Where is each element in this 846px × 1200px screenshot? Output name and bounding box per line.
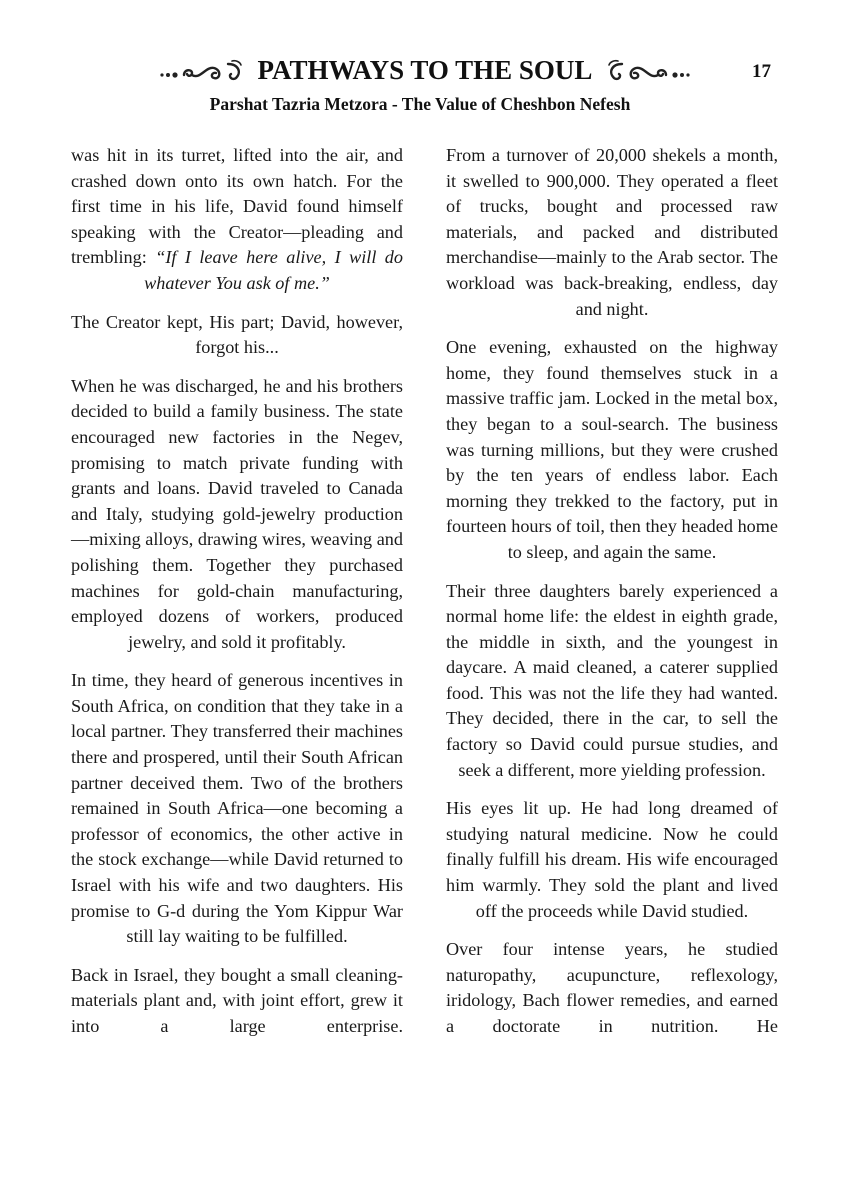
- paragraph: In time, they heard of generous incentives in South Africa, on condition that they take in a local partner. They transferred their machines there and prospered, until their South African partner deceived them. Two of the brothers remained in South Africa—one becoming a professor of economics, the other active in the stock exchange—while David returned to Israel with his wife and two daughters. His promise to G-d during the Yom Kippur War still lay waiting to be fulfilled.: [71, 670, 403, 947]
- running-title: [130, 52, 720, 88]
- page-number: 17: [752, 61, 771, 82]
- chapter-subtitle-text: Parshat Tazria Metzora - The Value of Cheshbon Nefesh: [209, 94, 631, 114]
- left-text-column: [71, 143, 403, 1053]
- paragraph: His eyes lit up. He had long dreamed of studying natural medicine. Now he could finally fulfill his dream. His wife encouraged him warmly. They sold the plant and lived off the proceeds while David studied.: [446, 798, 778, 921]
- paragraph: Back in Israel, they bought a small cleaning-materials plant and, with joint effort, grew it into a large enterprise.: [71, 964, 403, 1036]
- page-header: [0, 52, 846, 92]
- paragraph: [71, 143, 403, 297]
- paragraph: From a turnover of 20,000 shekels a month, it swelled to 900,000. They operated a fleet of trucks, bought and processed raw materials, and packed and distributed merchandise—mainly to the Arab sector. The workload was back-breaking, endless, day and night.: [446, 145, 778, 319]
- italic-quote: “If I leave here alive, I will do whatever You ask of me.”: [144, 247, 403, 293]
- chapter-subtitle: [0, 94, 846, 115]
- paragraph-text: was hit in its turret, lifted into the air, and crashed down onto its own hatch. For the first time in his life, David found himself speaking with the Creator—pleading and trembling:: [71, 145, 403, 268]
- paragraph: Their three daughters barely experienced a normal home life: the eldest in eighth grade, the middle in sixth, and the youngest in daycare. A maid cleaned, a caterer supplied food. This was not the life they had wanted. They decided, there in the car, to sell the factory so David could pursue studies, and seek a different, more yielding profession.: [446, 580, 778, 780]
- right-text-column: [446, 143, 778, 1053]
- paragraph: One evening, exhausted on the highway home, they found themselves stuck in a massive traffic jam. Locked in the metal box, they began to a soul-search. The business was turning millions, but they were crushed by the ten years of endless labor. Each morning they trekked to the factory, put in fourteen hours of toil, then they headed home to sleep, and again the same.: [446, 337, 778, 562]
- paragraph: Over four intense years, he studied naturopathy, acupuncture, reflexology, iridology, Bach flower remedies, and earned a doctorate in nutrition. He: [446, 939, 778, 1036]
- book-title: PATHWAYS TO THE SOUL: [257, 55, 593, 85]
- paragraph: When he was discharged, he and his brothers decided to build a family business. The state encouraged new factories in the Negev, promising to match private funding with grants and loans. David traveled to Canada and Italy, studying gold-jewelry production—mixing alloys, drawing wires, weaving and polishing them. Together they purchased machines for gold-chain manufacturing, employed dozens of workers, produced jewelry, and sold it profitably.: [71, 375, 403, 652]
- right-flourish-ornament-icon: [596, 56, 692, 84]
- left-flourish-ornament-icon: [158, 56, 254, 84]
- paragraph: The Creator kept, His part; David, however, forgot his...: [71, 311, 403, 358]
